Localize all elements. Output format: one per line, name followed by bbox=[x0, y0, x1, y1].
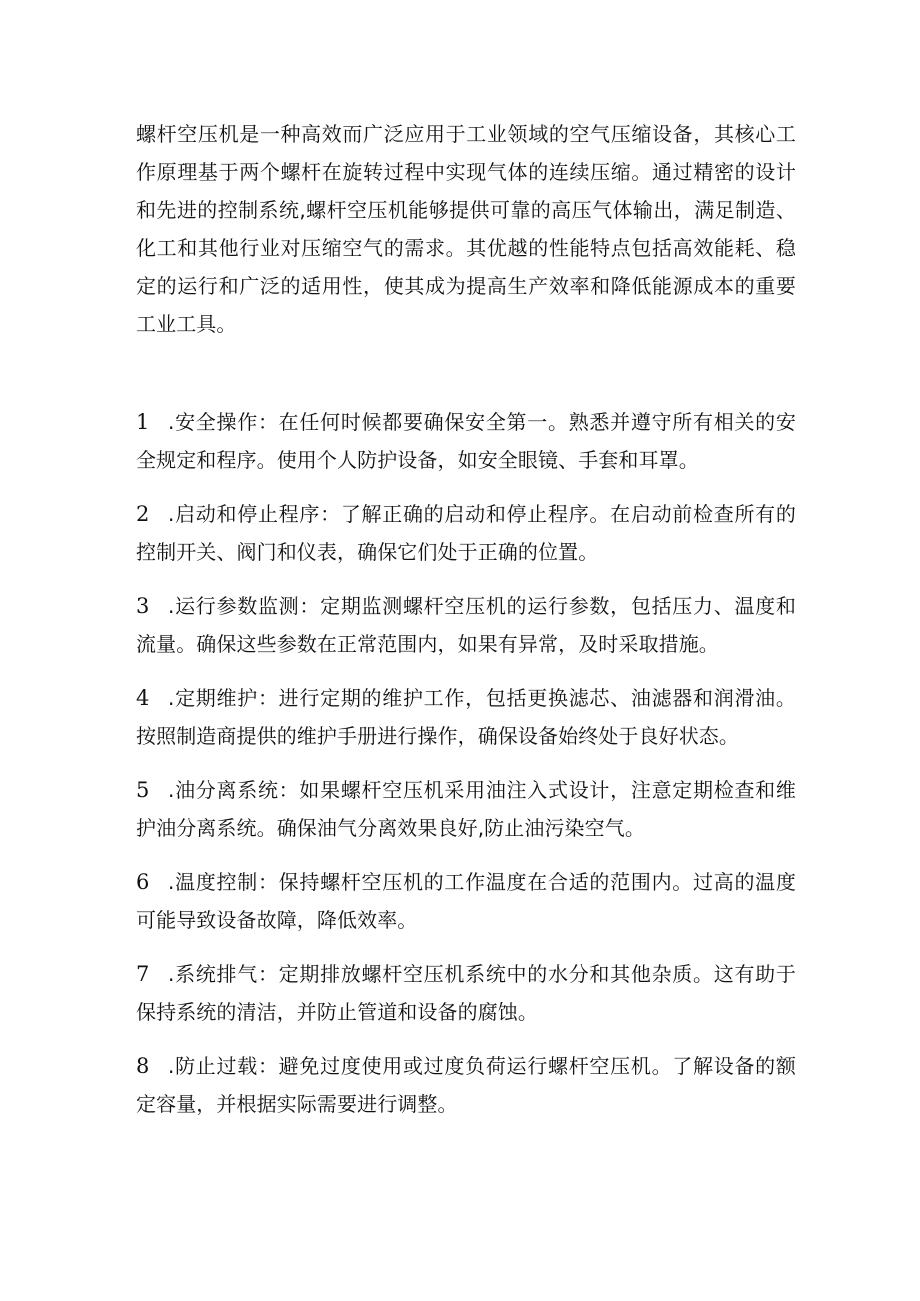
item-number: 1 bbox=[136, 410, 150, 434]
guideline-list bbox=[136, 403, 796, 1139]
list-item bbox=[136, 863, 796, 939]
item-number: 4 bbox=[136, 686, 150, 710]
list-item bbox=[136, 403, 796, 479]
item-text: .防止过载：避免过度使用或过度负荷运行螺杆空压机。了解设备的额定容量，并根据实际需要进行调整。 bbox=[136, 1054, 796, 1116]
list-item bbox=[136, 587, 796, 663]
item-text: .启动和停止程序：了解正确的启动和停止程序。在启动前检查所有的控制开关、阀门和仪表，确保它们处于正确的位置。 bbox=[136, 502, 796, 564]
item-text: .油分离系统：如果螺杆空压机采用油注入式设计，注意定期检查和维护油分离系统。确保油气分离效果良好,防止油污染空气。 bbox=[136, 778, 796, 840]
intro-paragraph: 螺杆空压机是一种高效而广泛应用于工业领域的空气压缩设备，其核心工作原理基于两个螺杆在旋转过程中实现气体的连续压缩。通过精密的设计和先进的控制系统,螺杆空压机能够提供可靠的高压气体输出，满足制造、化工和其他行业对压缩空气的需求。其优越的性能特点包括高效能耗、稳定的运行和广泛的适用性，使其成为提高生产效率和降低能源成本的重要工业工具。 bbox=[136, 122, 796, 336]
list-item bbox=[136, 771, 796, 847]
item-text: .安全操作：在任何时候都要确保安全第一。熟悉并遵守所有相关的安全规定和程序。使用个人防护设备，如安全眼镜、手套和耳罩。 bbox=[136, 410, 796, 472]
list-item bbox=[136, 495, 796, 571]
item-number: 5 bbox=[136, 778, 150, 802]
item-text: .定期维护：进行定期的维护工作，包括更换滤芯、油滤器和润滑油。按照制造商提供的维护手册进行操作，确保设备始终处于良好状态。 bbox=[136, 686, 796, 748]
item-number: 8 bbox=[136, 1054, 150, 1078]
item-number: 7 bbox=[136, 962, 150, 986]
list-item bbox=[136, 1047, 796, 1123]
list-item bbox=[136, 679, 796, 755]
item-number: 2 bbox=[136, 502, 150, 526]
item-text: .系统排气：定期排放螺杆空压机系统中的水分和其他杂质。这有助于保持系统的清洁，并防止管道和设备的腐蚀。 bbox=[136, 962, 796, 1024]
item-text: .温度控制：保持螺杆空压机的工作温度在合适的范围内。过高的温度可能导致设备故障，降低效率。 bbox=[136, 870, 796, 932]
list-item bbox=[136, 955, 796, 1031]
item-number: 3 bbox=[136, 594, 150, 618]
item-text: .运行参数监测：定期监测螺杆空压机的运行参数，包括压力、温度和流量。确保这些参数在正常范围内，如果有异常，及时采取措施。 bbox=[136, 594, 796, 656]
item-number: 6 bbox=[136, 870, 150, 894]
